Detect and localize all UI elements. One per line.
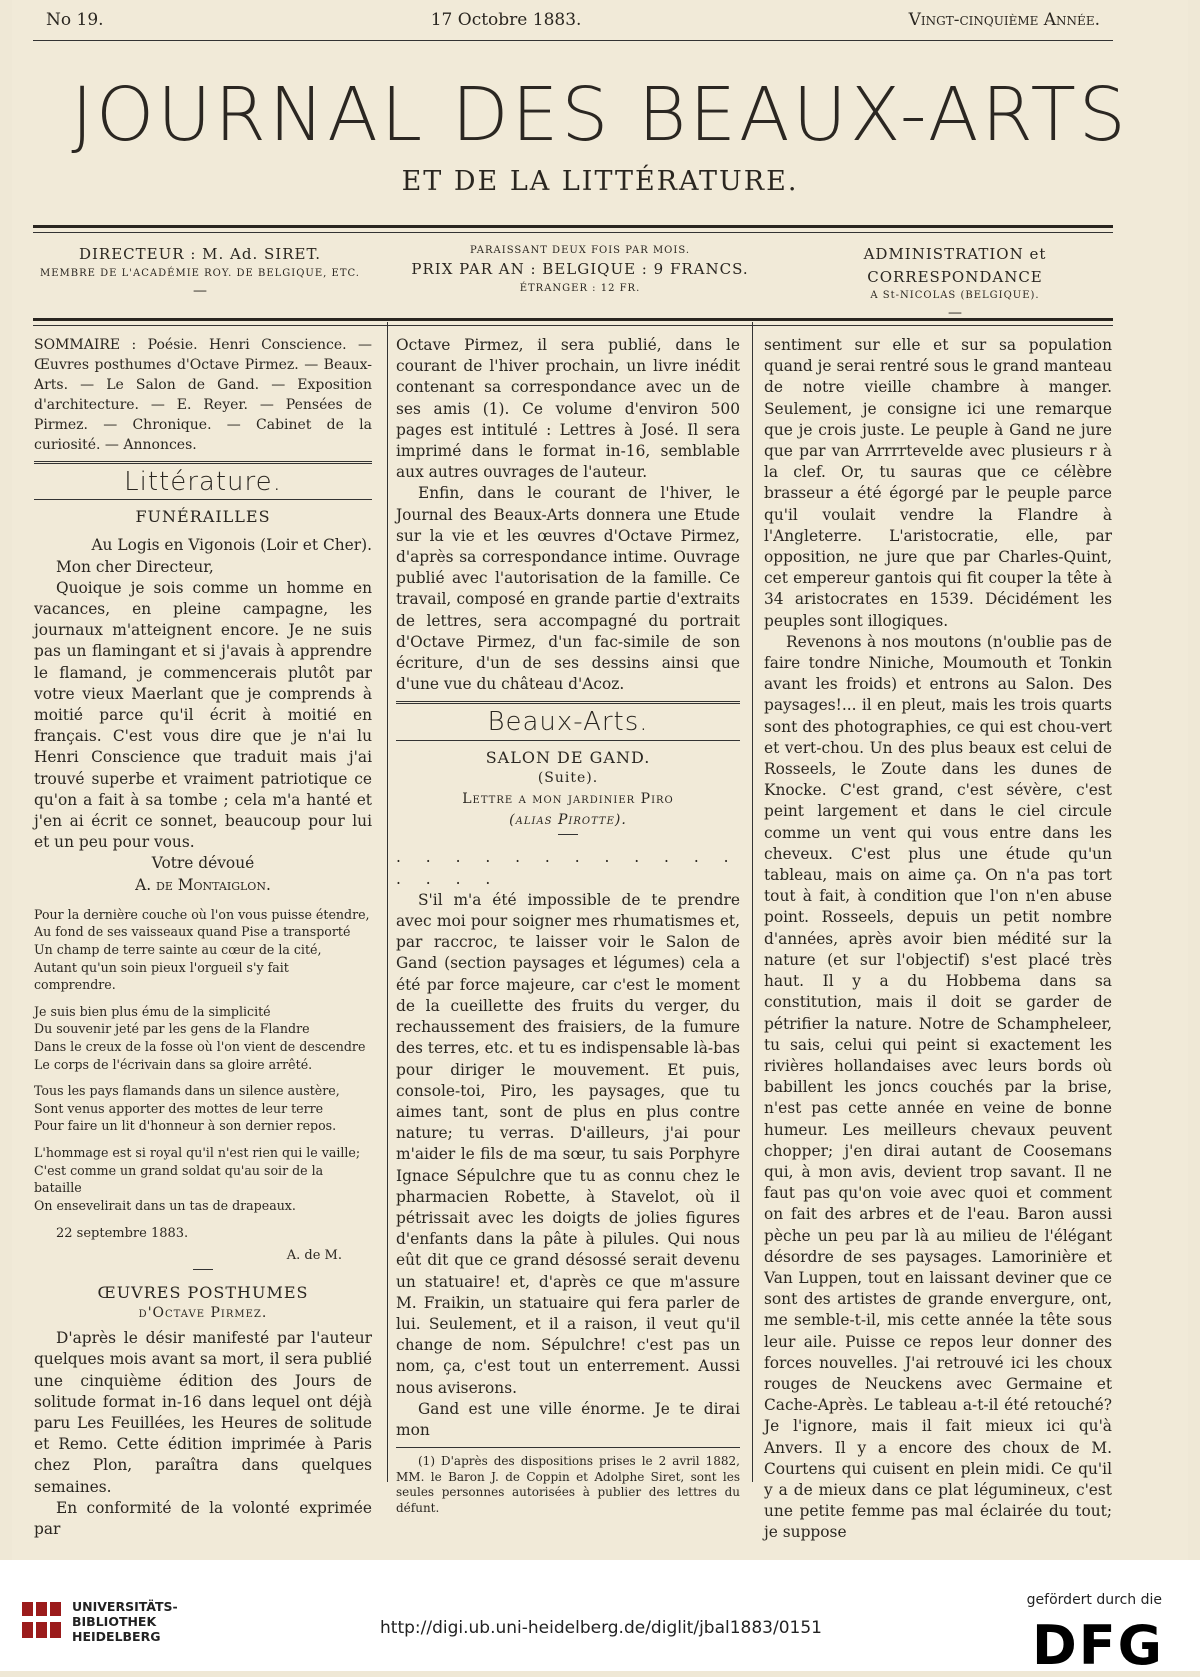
separator [193,1269,213,1270]
heading-letter: Lettre a mon jardinier Piro [462,791,674,808]
heading-oeuvres: ŒUVRES POSTHUMES [97,1282,309,1302]
poem-line: L'hommage est si royal qu'il n'est rien qui le vaille; [34,1144,361,1160]
issue-number: No 19. [46,10,104,30]
poem-line: Pour faire un lit d'honneur à son dernier repos. [34,1118,337,1134]
poem-signature: A. de M. [286,1247,342,1263]
heading-oeuvres-sub: d'Octave Pirmez. [138,1304,268,1321]
price-abroad: ÉTRANGER : 12 FR. [519,282,641,294]
poem-line: Au fond de ses vaisseaux quand Pise a transporté [34,924,351,940]
masthead-subtitle: ET DE LA LITTÉRATURE. [401,166,799,197]
separator [558,834,578,835]
sonnet [34,906,372,1215]
frequency: PARAISSANT DEUX FOIS PAR MOIS. [469,245,691,256]
poem-line: Un champ de terre sainte au cœur de la cité, [34,942,322,958]
heading-suite: (Suite). [537,769,599,786]
info-director [40,243,360,302]
summary-rule [34,461,372,466]
masthead-rule-thick [33,225,1113,228]
poem-line: Du souvenir jeté par les gens de la Flandre [34,1021,310,1037]
salon-paragraph-1: S'il m'a été impossible de te prendre avec moi pour soigner mes rhumatismes et, par raccroc, te laisser voir le Salon de Gand (section paysages et légumes) cela a été par force majeure, car c'est le moment de la cueillette des fruits du verger, du rechaussement des fraisiers, de la fumure des terres, etc. et tu es indispensable là-bas pour diriger le mouvement. Et puis, console-toi, Piro, les paysages, que tu aimes tant, sont de plus en plus contre nature; tu verras. D'ailleurs, j'ai pour m'aider le fils de ma sœur, tu sais Porphyre Ignace Sépulchre que tu as connu chez le pharmacien Robette, à Stavelot, où il pétrissait avec les doigts de jolies figures d'enfants dans la pâte à pilules. Qui nous eût dit que ce grand désossé serait devenu un statuaire! et, d'après ce que m'assure M. Fraikin, un statuaire qui fera parler de lui. Seulement, et il a raison, il veut qu'il change de nom. Sépulchre! c'est pas un nom, ça, c'est tout un enterrement. Aussi nous aviserons. [396,890,740,1397]
salon-paragraph-4: Revenons à nos moutons (n'oublie pas de faire tondre Niniche, Moumouth et Tonkin avant les froids) et entrons au Salon. Des paysages!... il en pleut, mais les trois quarts sont des photographies, ce qui est chou-vert et vert-chou. Un des plus beaux est celui de Rosseels, le Zoute dans les dunes de Knocke. C'est grand, c'est sévère, c'est peint largement et dans le ciel circule comme un vent qui vous entre dans les cheveux. C'est plus une étude qu'un tableau, mais on aime ça. On n'a pas tort tout à fait, à condition que l'on n'en abuse point. Rosseels, depuis un petit nombre d'années, après avoir bien médité sur la nature (et sur l'objectif) s'est placé très haut. Il y a du Hobbema dans sa constitution, mais il doit se garder de pétrifier la nature. Notre de Schampheleer, tu sais, celui qui peint si exactement les rivières hollandaises avec leurs bords où babillent les joncs couchés par la brise, n'est pas cette année en veine de bonne humeur. Les meilleurs chevaux peuvent chopper; j'en dirai autant de Coosemans qui, à mon avis, devient trop savant. Il ne faut pas qu'on voie avec quoi et comment on fait des arbres et de l'eau. Baron aussi pèche un peu par là au milieu de l'élégant désordre de ses paysages. Lamorinière et Van Luppen, tout en laissant deviner que ce sont des artistes de grande envergure, ont, me semble-t-il, mis cette année la tête sous leur aile. Puisse ce repos leur donner des forces nouvelles. J'ai retrouvé ici les choux rouges de Neuckens avec Germaine et Cache-Après. Le tableau a-t-il été retouché? Je l'ignore, mais il fait mieux ici qu'à Anvers. Il y a encore des choux de M. Courtens qui cuisent en plein midi. Ce qu'il y a de mieux dans ce plat légumineux, c'est une petite femme pas mal éclairée du tout; je suppose [764,632,1112,1542]
library-line-2: BIBLIOTHEK [72,1614,157,1629]
letter-salutation: Mon cher Directeur, [56,557,214,576]
issue-date: 17 Octobre 1883. [430,10,582,30]
section-rule [34,499,372,500]
library-line-1: UNIVERSITÄTS- [72,1599,178,1614]
price-belgium: PRIX PAR AN : BELGIQUE : 9 FRANCS. [411,260,749,278]
oeuvres-paragraph-2: En conformité de la volonté exprimée par [34,1498,372,1538]
poem-line: Pour la dernière couche où l'on vous puisse étendre, [34,906,370,922]
administration-dash: — [948,305,962,321]
pirmez-paragraph-1: Octave Pirmez, il sera publié, dans le courant de l'hiver prochain, un livre inédit contenant sa correspondance avec un de ses amis (1). Ce volume d'environ 500 pages est intitulé : Lettres à José. Il sera imprimé dans le format in-16, semblable aux autres ouvrages de l'auteur. [396,336,740,482]
poem-line: C'est comme un grand soldat qu'au soir de la bataille [34,1162,324,1196]
section-beaux-arts: Beaux-Arts. [487,707,649,738]
funded-by: gefördert durch die [1026,1592,1162,1608]
salon-paragraph-3: sentiment sur elle et sur sa population quand je serai rentré sous le grand manteau de notre vieille chambre à manger. Seulement, je consigne ici une remarque que je crois juste. Le peuple à Gand ne jure que par van Arrrrtevelde avec plusieurs r à la clef. Or, tu sauras que ce célèbre brasseur a été égorgé par le peuple parce qu'il voulait vendre la Flandre à l'Angleterre. L'aristocratie, elle, par opposition, ne jure que par Charles-Quint, cet empereur gantois qui fit couper la tête à 34 aristocrates en 1539. Décidément les peuples sont illogiques. [764,336,1112,630]
top-rule [33,40,1113,41]
section-rule-bottom [396,740,740,741]
summary: SOMMAIRE : Poésie. Henri Conscience. — Œuvres posthumes d'Octave Pirmez. — Beaux-Arts. — Le Salon de Gand. — Exposition d'architecture. — E. Reyer. — Pensées de Pirmez. — Chronique. — Cabinet de la curiosité. — Annonces. [34,337,372,453]
column-divider-1 [387,322,388,1482]
stanza-3 [34,1082,372,1135]
masthead-title: JOURNAL DES BEAUX-ARTS [71,72,1129,158]
column-1 [34,335,372,1540]
footnote-rule [396,1447,740,1448]
info-administration [775,243,1135,324]
poem-line: Tous les pays flamands dans un silence austère, [34,1083,340,1099]
footnote: (1) D'après des dispositions prises le 2 avril 1882, MM. le Baron J. de Coppin et Adolphe Siret, sont les seules personnes autorisées à publier des lettres du défunt. [396,1454,740,1515]
director-title: MEMBRE DE L'ACADÉMIE ROY. DE BELGIQUE, ETC. [40,267,360,279]
section-rule-top [396,701,740,706]
letter-signature: A. de Montaiglon. [135,875,271,894]
pirmez-paragraph-2: Enfin, dans le courant de l'hiver, le Journal des Beaux-Arts donnera une Etude sur la vie et les œuvres d'Octave Pirmez, d'après sa correspondance intime. Ouvrage publié avec l'autorisation de la famille. Ce travail, composé en grande partie d'extraits de lettres, sera accompagné du portrait d'Octave Pirmez, d'un fac-simile de son écriture, d'un de ses dessins ainsi que d'une vue du château d'Acoz. [396,484,740,694]
poem-line: Je suis bien plus ému de la simplicité [34,1003,271,1019]
column-2 [396,335,740,1517]
letter-body: Quoique je sois comme un homme en vacances, en pleine campagne, les journaux m'atteignent encore. Je ne suis pas un flamingant et si j'avais à apprendre le flamand, je commencerais plutôt par votre vieux Maerlant que je comprends à moitié parce qu'il écrit à moitié en français. C'est vous dire que je n'ai lu Henri Conscience que traduit mais j'ai trouvé superbe et vraiment patriotique ce qu'on a fait à sa tombe ; cela m'a hanté et j'en ai écrit ce sonnet, beaucoup pour lui et un peu pour vous. [34,578,372,852]
column-3 [764,335,1112,1544]
administration-place: A St-NICOLAS (BELGIQUE). [870,290,1040,301]
salon-paragraph-2: Gand est une ville énorme. Je te dirai mon [396,1399,740,1439]
poem-line: Dans le creux de la fosse où l'on vient de descendre [34,1039,366,1055]
letter-closing: Votre dévoué [151,854,255,873]
digitization-footer [0,1560,1200,1677]
stanza-2 [34,1003,372,1073]
poem-line: Sont venus apporter des mottes de leur terre [34,1100,324,1116]
issue-year: Vingt-cinquième Année. [908,10,1100,30]
columns-rule-thick [33,318,1113,321]
stanza-4 [34,1144,372,1214]
issue-line [46,10,1100,36]
section-literature: Littérature. [124,467,282,497]
columns-rule-thin [33,325,1113,326]
poem-line: Autant qu'un soin pieux l'orgueil s'y fait comprendre. [34,959,289,993]
masthead-rule-thin [33,232,1113,233]
heading-funerailles: FUNÉRAILLES [135,507,271,527]
letter-place: Au Logis en Vigonois (Loir et Cher). [91,536,372,555]
info-price [400,243,760,296]
library-name [72,1599,178,1644]
director-name: DIRECTEUR : M. Ad. SIRET. [78,245,322,263]
poem-line: On ensevelirait dans un tas de drapeaux. [34,1197,296,1213]
dfg-logo: DFG [1031,1614,1164,1677]
library-line-3: HEIDELBERG [72,1629,161,1644]
poem-line: Le corps de l'écrivain dans sa gloire arrêté. [34,1056,313,1072]
column-divider-2 [752,322,753,1482]
poem-date: 22 septembre 1883. [56,1226,189,1242]
heading-salon: SALON DE GAND. [485,747,651,767]
ellipsis-dots: . . . . . . . . . . . . . . . . [396,848,739,888]
heading-alias: (alias Pirotte). [509,812,627,829]
director-dash: — [193,282,207,299]
source-url[interactable]: http://digi.ub.uni-heidelberg.de/diglit/jbal1883/0151 [380,1618,822,1638]
oeuvres-paragraph-1: D'après le désir manifesté par l'auteur quelques mois avant sa mort, il sera publié une cinquième édition des Jours de solitude format in-16 dans lequel ont déjà paru Les Feuillées, les Heures de solitude et Remo. Cette édition imprimée à Paris chez Plon, paraîtra dans quelques semaines. [34,1329,372,1496]
stanza-1 [34,906,372,994]
university-seal-icon [18,1598,64,1642]
administration-title: ADMINISTRATION et CORRESPONDANCE [863,245,1047,286]
